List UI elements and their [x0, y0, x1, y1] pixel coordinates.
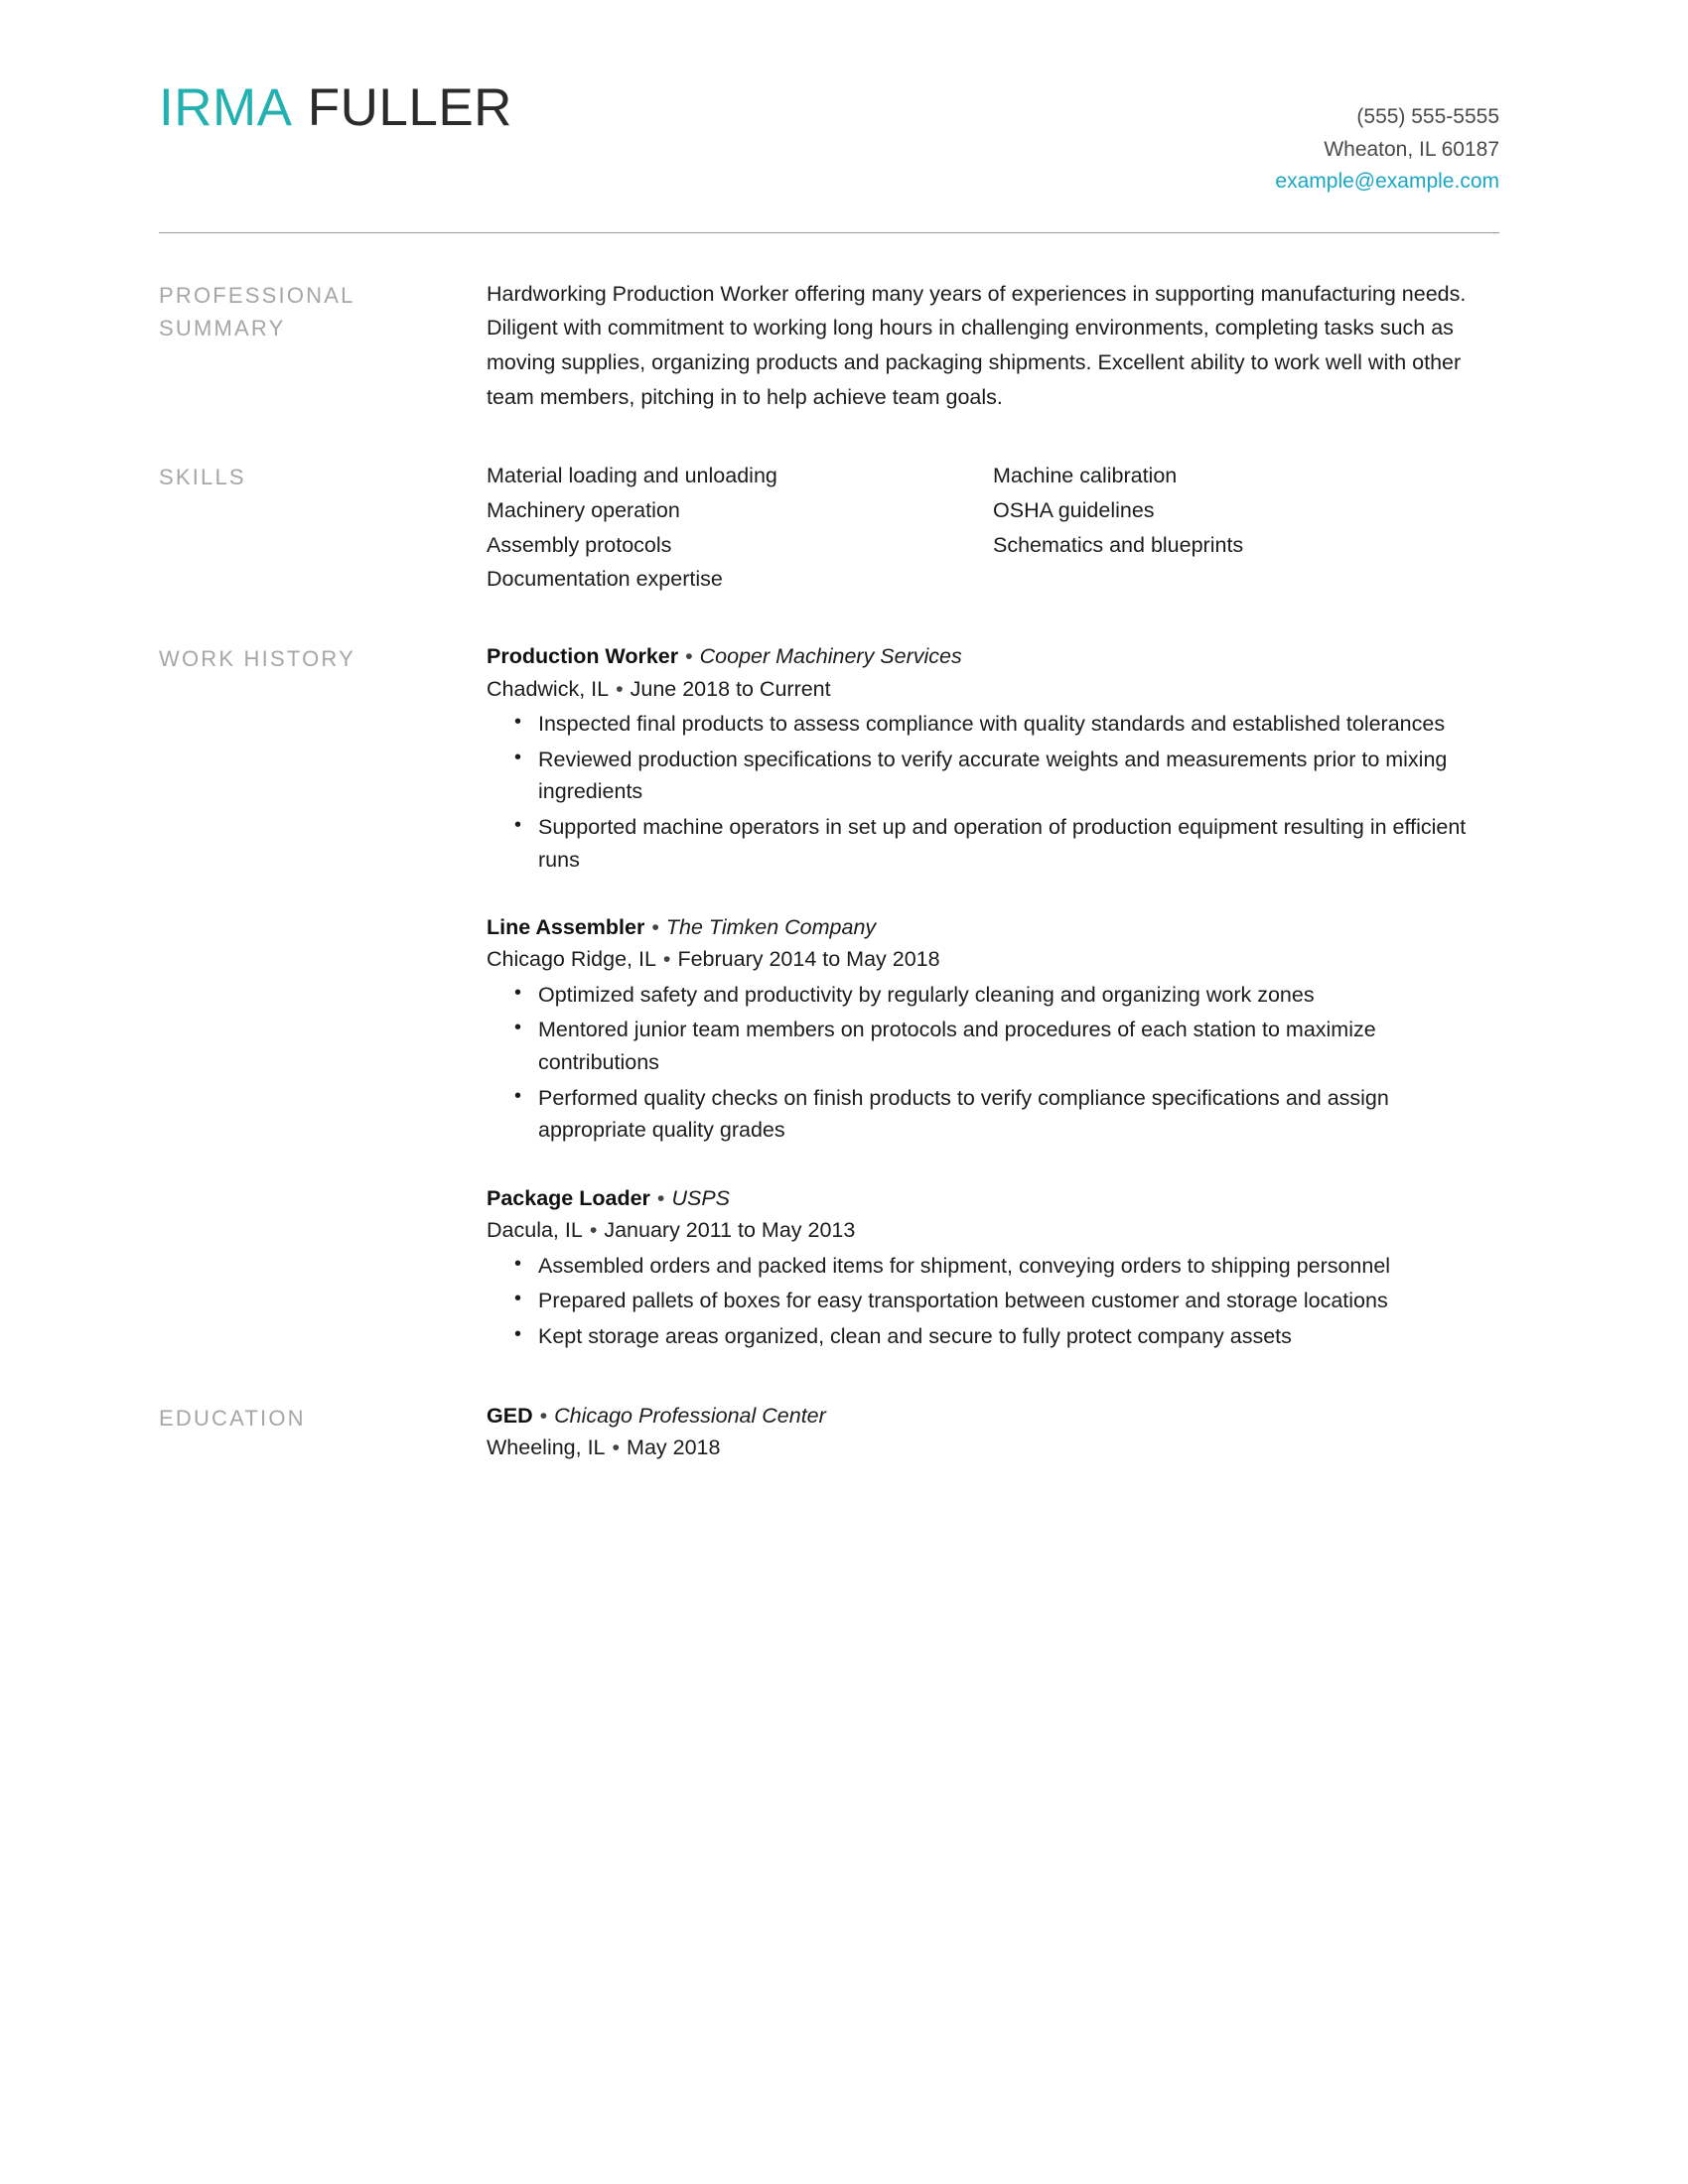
job-bullets [487, 708, 1499, 876]
job-company: USPS [671, 1186, 731, 1211]
first-name: IRMA [159, 78, 293, 137]
education-school: Chicago Professional Center [554, 1403, 826, 1428]
separator-dot: • [612, 1434, 621, 1459]
education-degree: GED [487, 1403, 533, 1428]
email-link[interactable]: example@example.com [1275, 170, 1499, 194]
job-entry [487, 911, 1499, 1147]
list-item: Material loading and unloading [487, 463, 777, 487]
summary-body [487, 277, 1499, 415]
list-item: • Kept storage areas organized, clean and secure to fully protect company assets [538, 1320, 1499, 1353]
education-location: Wheeling, IL [487, 1434, 606, 1459]
section-label-education: EDUCATION [159, 1405, 306, 1431]
job-location: Chadwick, IL [487, 676, 610, 701]
job-location: Dacula, IL [487, 1218, 583, 1243]
job-dates: February 2014 to May 2018 [677, 947, 940, 972]
location-text: Wheaton, IL 60187 [1324, 137, 1499, 161]
education-body [487, 1400, 1499, 1465]
list-item: • Supported machine operators in set up and operation of production equipment resulting in efficient runs [538, 811, 1499, 876]
list-item: • Performed quality checks on finish products to verify compliance specifications and assign appropriate quality grades [538, 1082, 1499, 1147]
job-title: Package Loader [487, 1186, 650, 1211]
header-divider [159, 232, 1499, 233]
section-label-work-history: WORK HISTORY [159, 646, 355, 672]
contact-block [1275, 79, 1499, 199]
separator-dot: • [616, 676, 624, 701]
work-history-body [487, 640, 1499, 1355]
list-item: • Inspected final products to assess compliance with quality standards and established tolerances [538, 708, 1499, 741]
section-label-skills: SKILLS [159, 464, 246, 489]
list-item: Machinery operation [487, 497, 680, 522]
job-title: Line Assembler [487, 915, 645, 940]
job-company: Cooper Machinery Services [699, 644, 962, 669]
job-entry [487, 640, 1499, 876]
job-dates: June 2018 to Current [630, 676, 831, 701]
separator-dot: • [662, 947, 671, 972]
section-label-summary: PROFESSIONAL SUMMARY [159, 282, 354, 341]
job-company: The Timken Company [665, 915, 877, 940]
list-item: • Mentored junior team members on protocols and procedures of each station to maximize contributions [538, 1014, 1499, 1078]
skills-column-right [993, 459, 1499, 597]
last-name: FULLER [307, 78, 512, 137]
list-item: • Prepared pallets of boxes for easy transportation between customer and storage locations [538, 1285, 1499, 1317]
education-date: May 2018 [627, 1434, 721, 1459]
section-education [159, 1400, 1499, 1465]
phone-number: (555) 555-5555 [1356, 105, 1499, 128]
summary-text: Hardworking Production Worker offering many years of experiences in supporting manufacturing needs. Diligent with commitment to working long hours in challenging environments, completing tasks such as moving supplies, organizing products and packaging shipments. Excellent ability to work well with other team members, pitching in to help achieve team goals. [487, 281, 1467, 410]
list-item: • Optimized safety and productivity by regularly cleaning and organizing work zones [538, 979, 1499, 1012]
section-skills [159, 459, 1499, 597]
job-bullets [487, 1250, 1499, 1353]
list-item: • Reviewed production specifications to verify accurate weights and measurements prior to mixing ingredients [538, 744, 1499, 808]
list-item: OSHA guidelines [993, 497, 1155, 522]
resume-header [159, 79, 1499, 199]
resume-content [159, 79, 1499, 1464]
separator-dot: • [656, 1186, 665, 1211]
list-item: Assembly protocols [487, 532, 672, 557]
job-location: Chicago Ridge, IL [487, 947, 656, 972]
list-item: • Assembled orders and packed items for shipment, conveying orders to shipping personnel [538, 1250, 1499, 1283]
skills-body [487, 459, 1499, 597]
list-item: Schematics and blueprints [993, 532, 1244, 557]
job-title: Production Worker [487, 644, 679, 669]
skills-column-left [487, 459, 993, 597]
section-professional-summary [159, 277, 1499, 415]
section-work-history [159, 640, 1499, 1355]
separator-dot: • [685, 644, 693, 669]
job-dates: January 2011 to May 2013 [604, 1218, 856, 1243]
list-item: Documentation expertise [487, 567, 723, 592]
list-item: Machine calibration [993, 463, 1178, 487]
job-entry [487, 1182, 1499, 1353]
separator-dot: • [589, 1218, 598, 1243]
job-bullets [487, 979, 1499, 1147]
separator-dot: • [539, 1403, 548, 1428]
full-name [159, 79, 512, 137]
separator-dot: • [651, 915, 659, 940]
